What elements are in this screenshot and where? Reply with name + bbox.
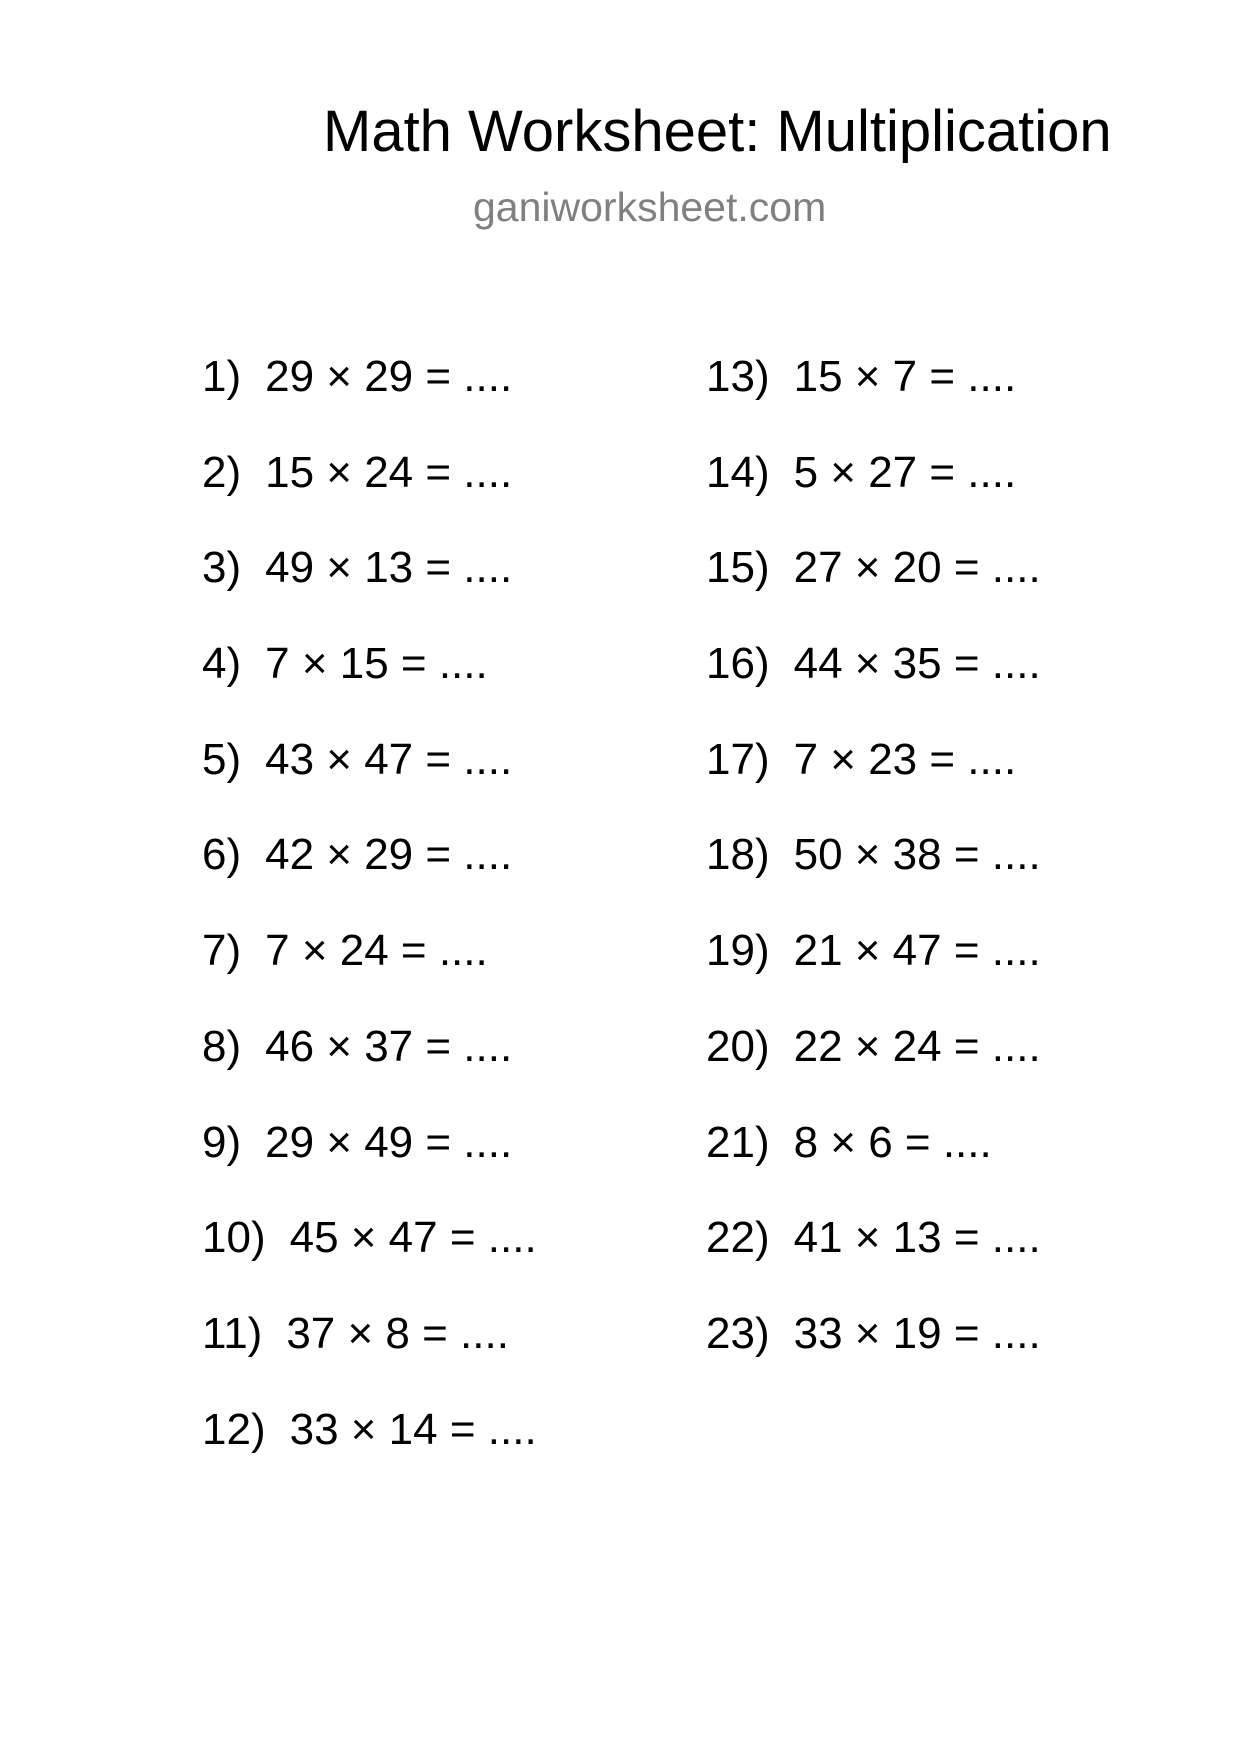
problem-expression: 15 × 24 = .... <box>265 447 513 497</box>
problem-number: 14) <box>706 447 770 497</box>
problem-number: 17) <box>706 734 770 784</box>
problem-expression: 43 × 47 = .... <box>265 734 513 784</box>
website-subtitle: ganiworksheet.com <box>473 184 827 230</box>
problem-number: 6) <box>202 830 242 880</box>
problem-item <box>706 1309 1041 1405</box>
problem-number: 3) <box>202 543 242 593</box>
problem-item <box>706 543 1041 639</box>
problem-expression: 29 × 49 = .... <box>265 1117 513 1167</box>
problem-expression: 5 × 27 = .... <box>793 447 1017 497</box>
problem-number: 2) <box>202 447 242 497</box>
problem-expression: 41 × 13 = .... <box>793 1213 1041 1263</box>
problem-number: 1) <box>202 352 242 401</box>
problem-item <box>706 639 1041 735</box>
problem-number: 23) <box>706 1308 770 1358</box>
problem-expression: 37 × 8 = .... <box>286 1308 509 1358</box>
problem-number: 8) <box>202 1021 242 1071</box>
problem-expression: 15 × 7 = .... <box>793 352 1017 401</box>
worksheet-title: Math Worksheet: Multiplication <box>323 99 1112 164</box>
problem-expression: 42 × 29 = .... <box>265 830 513 880</box>
problem-expression: 44 × 35 = .... <box>793 639 1041 689</box>
problem-item <box>706 352 1041 448</box>
problem-number: 16) <box>706 639 770 689</box>
problem-number: 15) <box>706 543 770 593</box>
problem-expression: 33 × 19 = .... <box>793 1308 1041 1358</box>
problem-item <box>202 735 537 831</box>
problems-right-column <box>706 352 1041 1405</box>
problems-left-column <box>202 352 537 1500</box>
problem-expression: 8 × 6 = .... <box>793 1117 992 1167</box>
problem-number: 19) <box>706 926 770 976</box>
problem-expression: 7 × 23 = .... <box>793 734 1017 784</box>
problem-number: 20) <box>706 1021 770 1071</box>
problem-item <box>202 1118 537 1214</box>
problem-number: 22) <box>706 1213 770 1263</box>
problem-item <box>706 926 1041 1022</box>
problem-number: 13) <box>706 352 770 401</box>
problem-item <box>202 448 537 544</box>
problem-expression: 46 × 37 = .... <box>265 1021 513 1071</box>
problem-expression: 7 × 24 = .... <box>265 926 488 976</box>
problem-number: 21) <box>706 1117 770 1167</box>
problem-item <box>706 830 1041 926</box>
problem-item <box>706 1213 1041 1309</box>
problem-item <box>706 735 1041 831</box>
problem-expression: 27 × 20 = .... <box>793 543 1041 593</box>
problem-number: 11) <box>202 1308 263 1358</box>
problem-item <box>706 1118 1041 1214</box>
problem-item <box>202 543 537 639</box>
problem-expression: 7 × 15 = .... <box>265 639 488 689</box>
problem-expression: 50 × 38 = .... <box>793 830 1041 880</box>
problem-expression: 33 × 14 = .... <box>289 1404 537 1454</box>
problem-item <box>706 1022 1041 1118</box>
problem-number: 9) <box>202 1117 242 1167</box>
problem-item <box>706 448 1041 544</box>
problem-item <box>202 639 537 735</box>
problem-expression: 21 × 47 = .... <box>793 926 1041 976</box>
problem-item <box>202 1405 537 1501</box>
problem-number: 12) <box>202 1404 266 1454</box>
problem-expression: 22 × 24 = .... <box>793 1021 1041 1071</box>
problem-number: 5) <box>202 734 242 784</box>
problem-item <box>202 1022 537 1118</box>
problem-item <box>202 1309 537 1405</box>
problem-item <box>202 830 537 926</box>
problem-number: 10) <box>202 1213 266 1263</box>
problem-item <box>202 926 537 1022</box>
problem-number: 18) <box>706 830 770 880</box>
problem-expression: 49 × 13 = .... <box>265 543 513 593</box>
problem-number: 7) <box>202 926 242 976</box>
problem-number: 4) <box>202 639 242 689</box>
problem-expression: 45 × 47 = .... <box>289 1213 537 1263</box>
problem-item <box>202 352 537 448</box>
problem-item <box>202 1213 537 1309</box>
problem-expression: 29 × 29 = .... <box>265 352 513 401</box>
